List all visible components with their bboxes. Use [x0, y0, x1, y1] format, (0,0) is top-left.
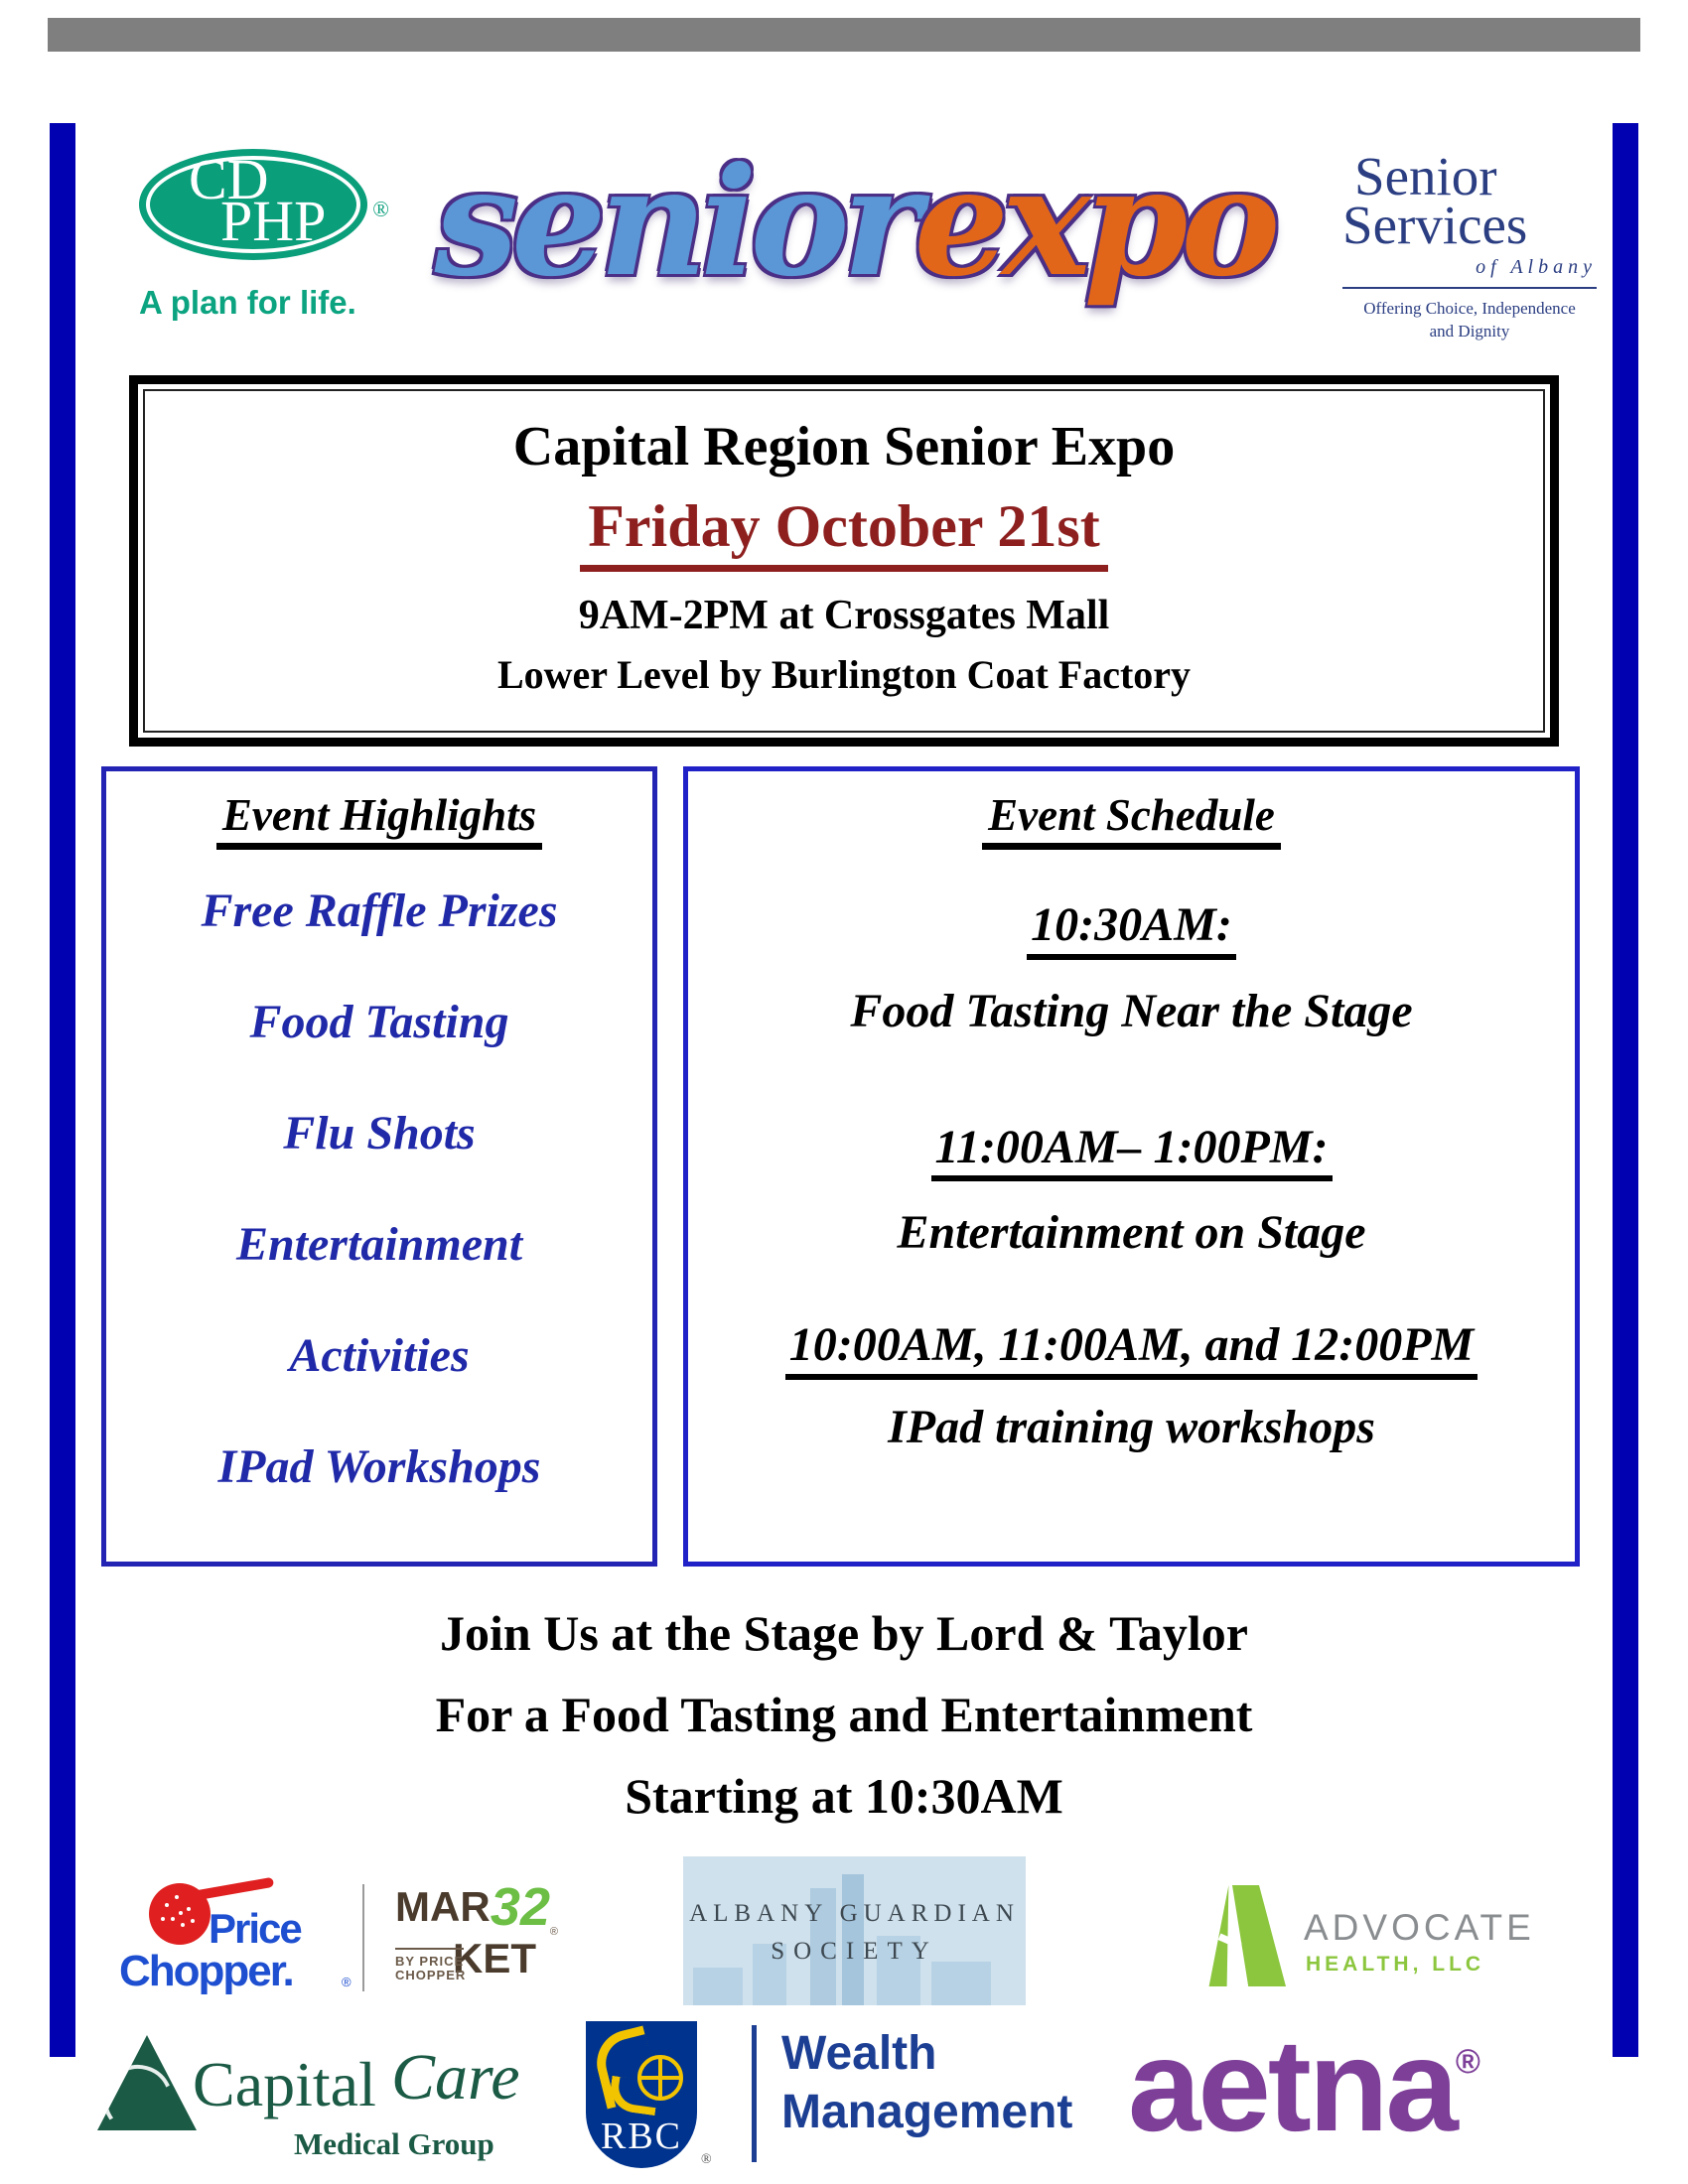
highlight-item: Activities [289, 1329, 470, 1382]
rbc-text: RBC [600, 2116, 683, 2157]
schedule-time: 10:30AM: [1027, 899, 1236, 960]
senior-expo-logo [417, 115, 1291, 332]
advocate-sub: HEALTH, LLC [1306, 1953, 1485, 1976]
schedule-time: 11:00AM– 1:00PM: [931, 1122, 1333, 1182]
cdphp-tagline: A plan for life. [139, 284, 356, 321]
rbc-wealth-management [781, 2025, 1109, 2141]
advocate-name: ADVOCATE [1304, 1907, 1535, 1948]
capitalcare-triangle-icon [97, 2035, 197, 2130]
highlight-item: Free Raffle Prizes [201, 885, 558, 937]
skyline-building [931, 1962, 991, 2005]
cdphp-ellipse-icon [139, 147, 389, 260]
cta-line1: Join Us at the Stage by Lord & Taylor [440, 1605, 1248, 1661]
aetna-logo [1128, 2013, 1585, 2157]
senior-services-of-albany: of Albany [1476, 256, 1597, 278]
event-time-location: 9AM-2PM at Crossgates Mall [578, 593, 1110, 638]
cdphp-text-php: PHP [220, 189, 327, 253]
capitalcare-text-care: Care [391, 2041, 520, 2114]
schedule-desc: Entertainment on Stage [897, 1206, 1366, 1260]
highlight-item: Flu Shots [283, 1107, 476, 1160]
aetna-registered-mark: ® [1455, 2043, 1480, 2081]
event-date: Friday October 21st [580, 492, 1107, 572]
senior-expo-word-expo: expo [914, 135, 1274, 310]
senior-services-tagline1: Offering Choice, Independence [1363, 299, 1576, 318]
senior-expo-word-senior: senior [434, 135, 914, 310]
senior-services-line1: Senior [1354, 146, 1497, 206]
event-highlights-title: Event Highlights [216, 789, 542, 850]
capitalcare-text-capital: Capital [193, 2049, 376, 2119]
event-highlights-box [101, 766, 657, 1567]
price-chopper-registered-mark: ® [342, 1975, 352, 1989]
market32-by-price: BY PRICE [395, 1948, 464, 1969]
sponsor-separator-line [362, 1884, 364, 1991]
albany-guardian-society-logo [683, 1856, 1026, 2005]
senior-services-divider [1342, 287, 1597, 289]
schedule-time: 10:00AM, 11:00AM, and 12:00PM [785, 1319, 1477, 1380]
price-chopper-text-price: Price [209, 1905, 301, 1952]
aetna-text: aetna [1128, 2012, 1456, 2158]
market32-number: 32 [490, 1877, 550, 1937]
highlight-item: Food Tasting [249, 996, 509, 1048]
rbc-shield-logo [586, 2021, 697, 2168]
title-box [129, 375, 1559, 747]
rbc-registered-mark: ® [701, 2152, 712, 2167]
price-chopper-axe-handle-icon [179, 1877, 274, 1904]
cdphp-registered-mark: ® [372, 197, 389, 221]
cta-line2: For a Food Tasting and Entertainment [435, 1687, 1253, 1742]
event-title: Capital Region Senior Expo [512, 416, 1176, 478]
capitalcare-medical-group: Medical Group [294, 2126, 494, 2161]
cdphp-logo [139, 149, 437, 322]
senior-services-logo [1342, 146, 1597, 343]
rbc-globe-icon [637, 2055, 683, 2101]
schedule-desc: IPad training workshops [888, 1400, 1375, 1453]
event-location-detail: Lower Level by Burlington Coat Factory [496, 652, 1192, 697]
price-chopper-logo [117, 1879, 365, 1996]
market32-text-mar: MAR [395, 1883, 491, 1930]
senior-services-line2: Services [1342, 195, 1528, 255]
rbc-management: Management [781, 2085, 1073, 2138]
rbc-separator-line [752, 2025, 757, 2162]
capitalcare-logo [97, 2031, 574, 2175]
event-schedule-box [683, 766, 1580, 1567]
price-chopper-stars [179, 1911, 183, 1915]
title-box-inner [143, 389, 1545, 733]
event-schedule-title: Event Schedule [982, 789, 1281, 850]
rbc-wealth: Wealth [781, 2027, 937, 2080]
skyline-building [693, 1968, 743, 2005]
market32-registered-mark: ® [549, 1926, 558, 1938]
market32-logo [395, 1877, 558, 1995]
advocate-a-right-leg [1196, 1885, 1286, 1986]
senior-services-tagline2: and Dignity [1429, 321, 1510, 341]
market32-chopper: CHOPPER [395, 1968, 467, 1982]
price-chopper-text-chopper: Chopper. [119, 1947, 293, 1995]
albany-guardian-line1: ALBANY GUARDIAN [689, 1900, 1020, 1927]
albany-guardian-line2: SOCIETY [771, 1938, 938, 1965]
highlight-item: IPad Workshops [217, 1440, 541, 1493]
highlight-item: Entertainment [235, 1218, 523, 1271]
top-gray-bar [48, 18, 1640, 52]
cta-line3: Starting at 10:30AM [625, 1768, 1063, 1824]
schedule-desc: Food Tasting Near the Stage [850, 984, 1413, 1037]
capitalcare-leaf-curve [90, 2052, 186, 2147]
advocate-a-icon [1196, 1885, 1286, 1986]
market32-text-ket: KET [453, 1935, 536, 1981]
cdphp-text-cd: CD [189, 147, 269, 211]
advocate-health-logo [1196, 1881, 1534, 1995]
